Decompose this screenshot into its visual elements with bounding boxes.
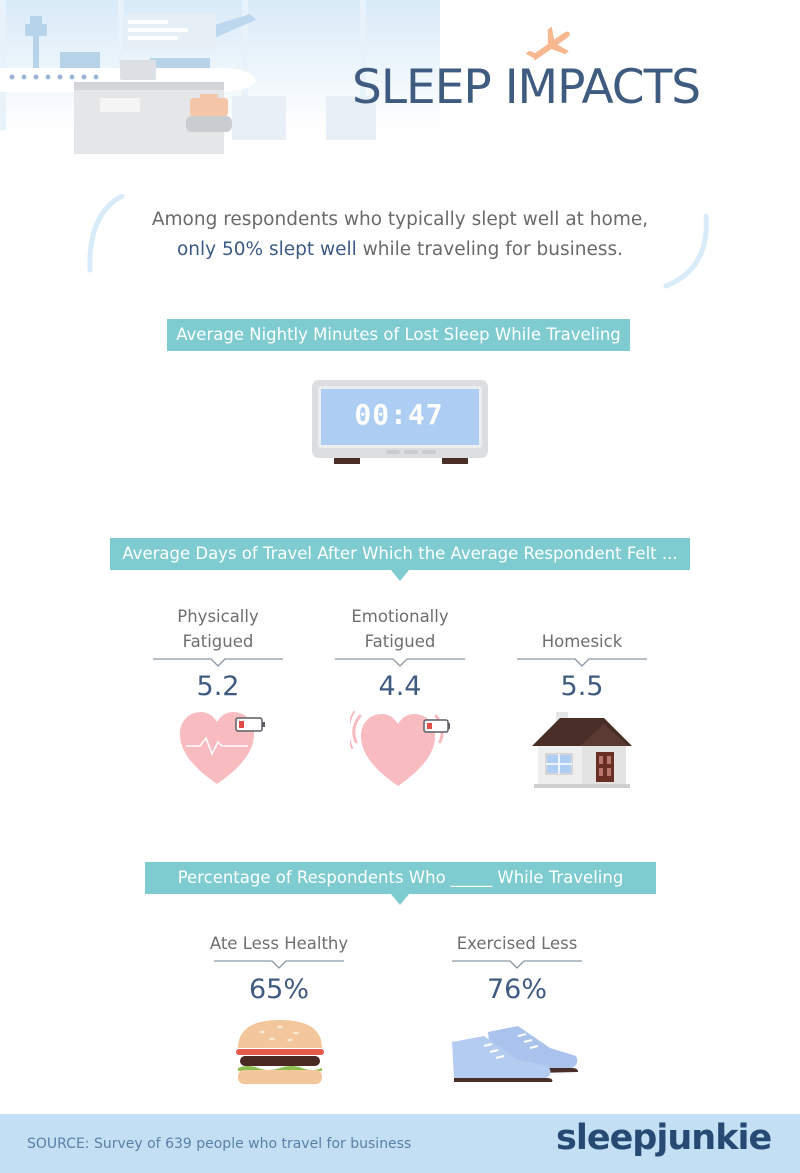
quote-arc-left-decoration xyxy=(84,194,124,274)
banner-pointer xyxy=(391,570,409,581)
habits-banner: Percentage of Respondents Who _____ While Traveling xyxy=(145,862,656,894)
habit-value-ate-less-healthy: 65% xyxy=(248,974,309,1005)
quote-line-2-rest: while traveling for business. xyxy=(356,239,624,260)
fatigue-value-emotional: 4.4 xyxy=(378,671,422,702)
source-note: SOURCE: Survey of 639 people who travel for business xyxy=(27,1136,412,1152)
quote-highlight: only 50% slept well xyxy=(176,239,357,260)
divider-pointer xyxy=(517,654,647,668)
sneakers-icon xyxy=(448,1022,582,1084)
habit-value-exercised-less: 76% xyxy=(486,974,547,1005)
page-title: SLEEP IMPACTS xyxy=(352,60,701,115)
habit-label-exercised-less: Exercised Less xyxy=(456,934,578,953)
clock-time-readout: 00:47 xyxy=(354,398,444,431)
banner-pointer xyxy=(391,894,409,905)
divider-pointer xyxy=(214,956,344,970)
divider-pointer xyxy=(335,654,465,668)
habit-label-ate-less-healthy: Ate Less Healthy xyxy=(209,934,349,953)
fatigue-banner: Average Days of Travel After Which the Average Respondent Felt ... xyxy=(110,538,690,570)
fatigue-value-homesick: 5.5 xyxy=(560,671,604,702)
house-icon xyxy=(530,710,634,788)
divider-pointer xyxy=(452,956,582,970)
heart-low-battery-icon xyxy=(180,712,270,788)
heart-low-battery-icon xyxy=(350,710,450,790)
fatigue-label-physical: Physically Fatigued xyxy=(177,607,259,651)
fatigue-value-physical: 5.2 xyxy=(196,671,240,702)
quote-line-2 xyxy=(0,239,800,260)
fatigue-label-emotional: Emotionally Fatigued xyxy=(351,607,449,651)
fatigue-label-homesick: Homesick xyxy=(541,632,623,651)
burger-icon xyxy=(234,1018,326,1088)
quote-line-1: Among respondents who typically slept well at home, xyxy=(151,209,649,230)
sleepjunkie-logo[interactable]: sleepjunkie xyxy=(556,1118,772,1158)
lost-sleep-banner: Average Nightly Minutes of Lost Sleep While Traveling xyxy=(167,319,630,351)
divider-pointer xyxy=(153,654,283,668)
